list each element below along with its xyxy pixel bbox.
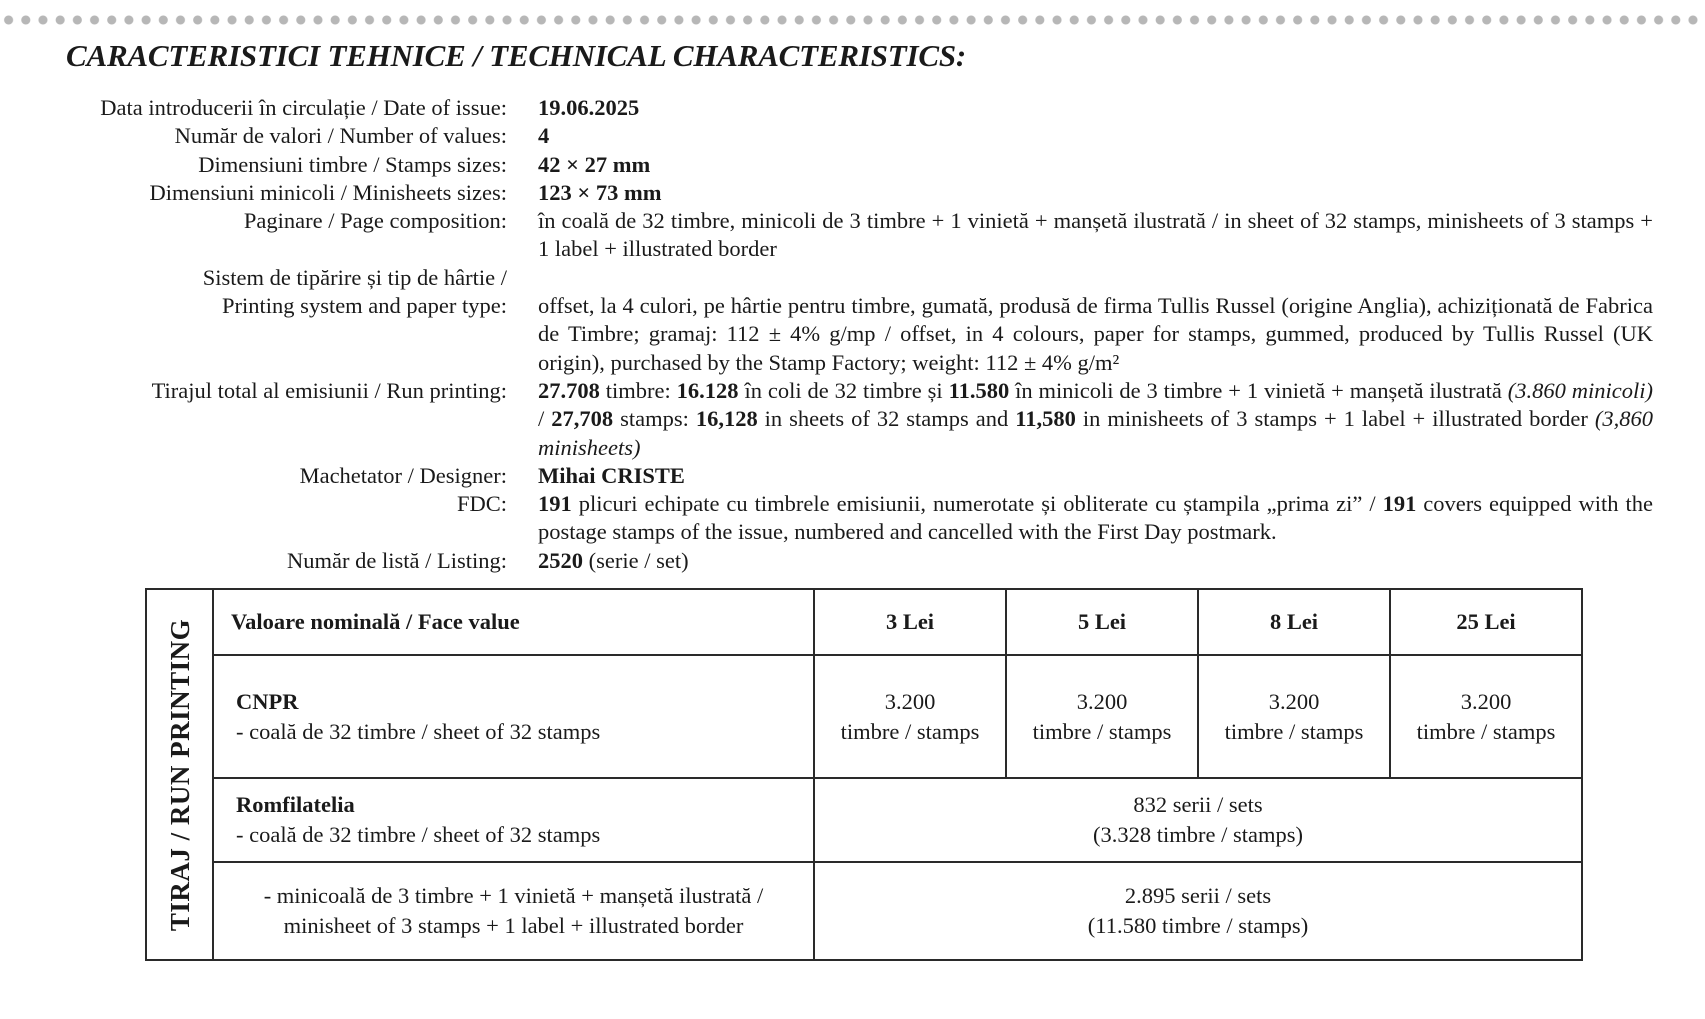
spec-row-stamp-size (0, 151, 1705, 179)
spec-label: Data introducerii în circulație / Date of issue: (100, 95, 507, 120)
spec-label: Machetator / Designer: (299, 462, 507, 488)
spec-value: 2520 (serie / set) (538, 547, 689, 573)
spec-label: Număr de valori / Number of values: (174, 123, 507, 149)
spec-label: Număr de listă / Listing: (287, 547, 507, 573)
table-row-cnpr (146, 655, 1582, 778)
spec-label: Paginare / Page composition: (243, 208, 507, 234)
cnpr-count-5: 3.200 timbre / stamps (1006, 655, 1198, 778)
spec-row-date (0, 94, 1705, 122)
side-label-cell (146, 589, 213, 960)
spec-row-fdc (0, 490, 1705, 547)
spec-label: Sistem de tipărire și tip de hârtie / Printing system and paper type: (202, 264, 507, 319)
table-header-row (146, 589, 1582, 655)
spec-value: 27.708 timbre: 16.128 în coli de 32 timbre și 11.580 în minicoli de 3 timbre + 1 vinietă + manșetă ilustrată (3.860 minicoli) / 27,708 stamps: 16,128 in sheets of 32 stamps and 11,580 in minisheets of 3 stamps + 1 label + illustrated border (3,860 minisheets) (538, 377, 1654, 460)
spec-value: în coală de 32 timbre, minicoli de 3 timbre + 1 vinietă + manșetă ilustrată / in sheet of 32 stamps, minisheets of 3 stamps + 1 label + illustrated border (538, 208, 1653, 262)
table-row-romfilatelia (146, 778, 1582, 862)
table-row-minisheet (146, 862, 1582, 960)
side-label: TIRAJ / RUN PRINTING (164, 618, 195, 931)
spec-row-designer (0, 462, 1705, 490)
romfilatelia-count: 832 serii / sets (3.328 timbre / stamps) (814, 778, 1582, 862)
spec-label: FDC: (456, 491, 507, 517)
face-value-8: 8 Lei (1198, 589, 1390, 655)
spec-value: 4 (538, 123, 550, 149)
cnpr-count-8: 3.200 timbre / stamps (1198, 655, 1390, 778)
spec-row-listing (0, 547, 1705, 575)
spec-value: 19.06.2025 (538, 95, 640, 120)
spec-value: 42 × 27 mm (538, 151, 651, 177)
spec-value: Mihai CRISTE (538, 462, 685, 488)
dotted-border (0, 14, 1705, 26)
face-value-5: 5 Lei (1006, 589, 1198, 655)
cnpr-count-3: 3.200 timbre / stamps (814, 655, 1006, 778)
face-value-3: 3 Lei (814, 589, 1006, 655)
spec-row-printing (0, 264, 1705, 377)
spec-row-minisheet-size (0, 179, 1705, 207)
spec-row-run (0, 377, 1705, 462)
minisheet-count: 2.895 serii / sets (11.580 timbre / stamps) (814, 862, 1582, 960)
spec-value: offset, la 4 culori, pe hârtie pentru timbre, gumată, produsă de firma Tullis Russel (origine Anglia), achiziționată de Fabrica de Timbre; gramaj: 112 ± 4% g/mp / offset, in 4 colours, paper for stamps, gummed, produced by Tullis Russel (UK origin), purchased by the Stamp Factory; weight: 112 ± 4% g/m² (538, 293, 1653, 375)
cnpr-count-25: 3.200 timbre / stamps (1390, 655, 1582, 778)
spec-value: 191 plicuri echipate cu timbrele emisiunii, numerotate și obliterate cu ștampila „prima zi” / 191 covers equipped with the postage stamps of the issue, numbered and cancelled with the First Day postmark. (538, 491, 1653, 545)
spec-row-page (0, 207, 1705, 264)
spec-label: Dimensiuni timbre / Stamps sizes: (198, 151, 507, 177)
cnpr-description: CNPR - coală de 32 timbre / sheet of 32 stamps (213, 655, 814, 778)
technical-specs (0, 94, 1705, 575)
spec-label: Tirajul total al emisiunii / Run printing: (151, 377, 507, 403)
minisheet-description: - minicoală de 3 timbre + 1 vinietă + manșetă ilustrată / minisheet of 3 stamps + 1 label + illustrated border (213, 862, 814, 960)
page-title: CARACTERISTICI TEHNICE / TECHNICAL CHARACTERISTICS: (66, 38, 966, 73)
face-value-header: Valoare nominală / Face value (213, 589, 814, 655)
spec-row-values (0, 122, 1705, 150)
spec-label: Dimensiuni minicoli / Minisheets sizes: (149, 179, 507, 205)
romfilatelia-description: Romfilatelia - coală de 32 timbre / sheet of 32 stamps (213, 778, 814, 862)
run-printing-table (145, 588, 1583, 961)
face-value-25: 25 Lei (1390, 589, 1582, 655)
spec-value: 123 × 73 mm (538, 179, 662, 205)
